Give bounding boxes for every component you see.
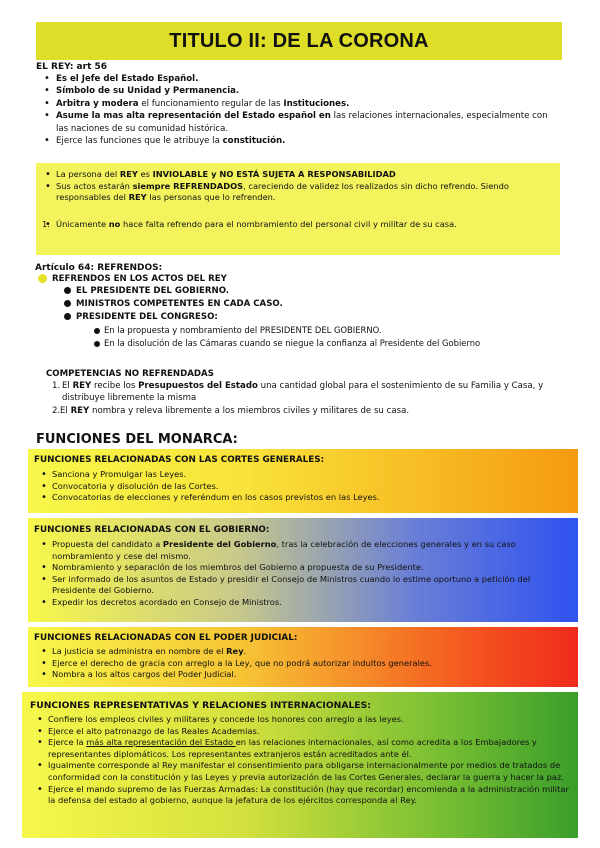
list-item: • Propuesta del candidato a Presidente del Gobierno, tras la celebración de elecciones generales y en su caso nombramiento y cese del mismo.: [34, 539, 566, 562]
list-item: • La persona del REY es INVIOLABLE y NO ESTÁ SUJETA A RESPONSABILIDAD: [38, 169, 550, 181]
list-item: • 1. Únicamente no hace falta refrendo para el nombramiento del personal civil y militar de su casa.: [38, 219, 478, 231]
list-item: • Confiere los empleos civiles y militares y concede los honores con arreglo a las leyes.: [30, 714, 570, 726]
art64-section: [35, 263, 568, 350]
gobierno-heading: FUNCIONES RELACIONADAS CON EL GOBIERNO:: [34, 525, 270, 535]
list-item: • Ejerce las funciones que le atribuye la constitución.: [38, 135, 558, 147]
list-item: MINISTROS COMPETENTES EN CADA CASO.: [64, 298, 568, 311]
list-item: • Símbolo de su Unidad y Permanencia.: [38, 85, 558, 97]
list-item: • Convocatoria y disolución de las Cortes.: [34, 481, 564, 493]
list-item: • La justicia se administra en nombre de el Rey.: [34, 646, 564, 658]
list-item: • Expedir los decretos acordado en Consejo de Ministros.: [34, 597, 566, 609]
list-item: • Sus actos estarán siempre REFRENDADOS, careciendo de validez los realizados sin dicho refrendo. Siendo responsables del REY las personas que lo refrenden.: [38, 181, 550, 204]
list-item: • Convocatorias de elecciones y referéndum en los casos previstos en las Leyes.: [34, 492, 564, 504]
cortes-heading: FUNCIONES RELACIONADAS CON LAS CORTES GENERALES:: [34, 455, 325, 465]
list-item: • Ejerce el mando supremo de las Fuerzas Armadas: La constitución (hay que recordar) encomienda a la administración militar la defensa del estado al gobierno, aunque la jefatura de los ejércitos corresponda al Rey.: [30, 784, 570, 807]
list-item: En la propuesta y nombramiento del PRESIDENTE DEL GOBIERNO.: [94, 324, 568, 337]
cortes-box: [28, 449, 578, 513]
list-item: • Igualmente corresponde al Rey manifestar el consentimiento para obligarse internacionalmente por medios de tratados de conformidad con la constitución y las Leyes y previa autorización de las Cortes Generales, declarar la guerra y hacer la paz.: [30, 760, 570, 783]
list-item: • Arbitra y modera el funcionamiento regular de las Instituciones.: [38, 98, 558, 110]
list-item: • Nombra a los altos cargos del Poder Judicial.: [34, 669, 564, 681]
list-item: • Nombramiento y separación de los miembros del Gobierno a propuesta de su Presidente.: [34, 562, 566, 574]
bullet-icon: [94, 341, 100, 347]
judicial-heading: FUNCIONES RELACIONADAS CON EL PODER JUDICIAL:: [34, 633, 298, 643]
bullet-icon: [94, 328, 100, 334]
page-title: TITULO II: DE LA CORONA: [36, 22, 562, 60]
list-item: • Asume la mas alta representación del Estado español en las relaciones internacionales, especialmente con las naciones de su comunidad histórica.: [38, 110, 558, 135]
competencias-section: [38, 369, 578, 417]
list-item: • Sanciona y Promulgar las Leyes.: [34, 469, 564, 481]
inviolable-box: [36, 163, 560, 255]
list-item: • Ejerce el derecho de gracia con arreglo a la Ley, que no podrá autorizar indultos generales.: [34, 658, 564, 670]
bullet-icon: [64, 300, 71, 307]
list-item: 1. El REY recibe los Presupuestos del Estado una cantidad global para el sostenimiento de su Familia y Casa, y distribuye libremente la misma: [52, 381, 544, 404]
gobierno-box: [28, 518, 578, 622]
list-item: • Ejerce la más alta representación del Estado en las relaciones internacionales, así como acredita a los Embajadores y representantes diplomáticos. Los representantes extranjeros están acreditados ante él.: [30, 737, 570, 760]
competencias-heading: COMPETENCIAS NO REFRENDADAS: [46, 369, 214, 379]
bullet-icon: [64, 313, 71, 320]
list-item: • Es el Jefe del Estado Español.: [38, 73, 558, 85]
list-item: 2. El REY nombra y releva libremente a los miembros civiles y militares de su casa.: [52, 405, 410, 416]
representativas-heading: FUNCIONES REPRESENTATIVAS Y RELACIONES INTERNACIONALES:: [30, 700, 371, 711]
list-item: PRESIDENTE DEL CONGRESO:: [64, 311, 568, 324]
list-item: • Ejerce el alto patronazgo de las Reales Academias.: [30, 726, 570, 738]
list-item: • Ser informado de los asuntos de Estado y presidir el Consejo de Ministros cuando lo estime oportuno a petición del Presidente del Gobierno.: [34, 574, 566, 597]
art64-sub: REFRENDOS EN LOS ACTOS DEL REY: [38, 273, 568, 285]
rey-list: [38, 73, 558, 147]
list-item: En la disolución de las Cámaras cuando se niegue la confianza al Presidente del Gobierno: [94, 337, 568, 350]
bullet-icon: [64, 287, 71, 294]
art64-heading: Artículo 64: REFRENDOS:: [35, 263, 163, 273]
rey-heading: EL REY: art 56: [36, 62, 108, 72]
judicial-box: [28, 627, 578, 687]
funciones-heading: FUNCIONES DEL MONARCA:: [36, 432, 238, 447]
rey-section: [38, 62, 558, 147]
representativas-box: [22, 692, 578, 838]
bullet-icon: [38, 274, 47, 283]
list-item: EL PRESIDENTE DEL GOBIERNO.: [64, 285, 568, 298]
